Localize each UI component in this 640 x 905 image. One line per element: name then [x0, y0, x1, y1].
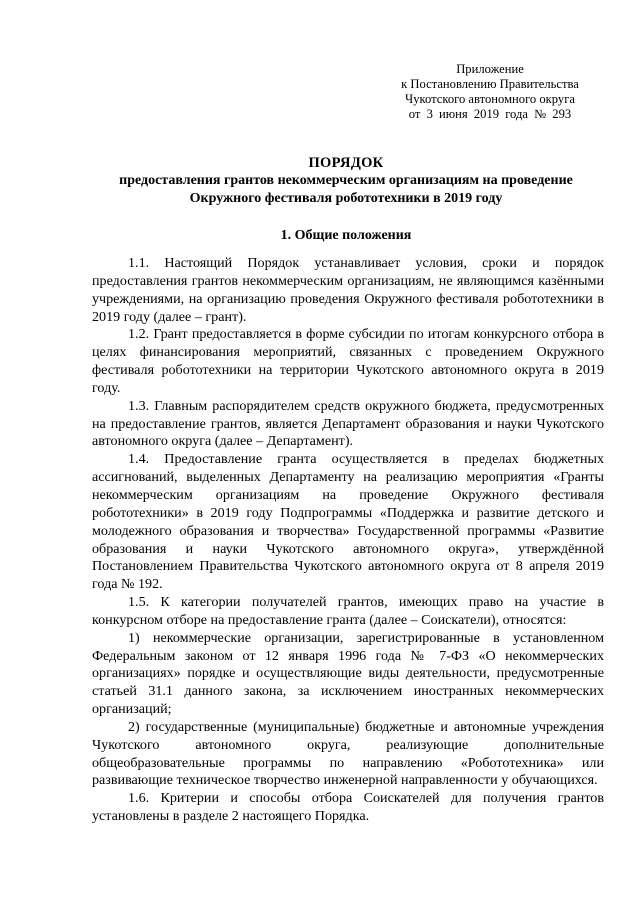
title-main: ПОРЯДОК: [308, 155, 384, 171]
paragraph: 1.4. Предоставление гранта осуществляется в пределах бюджетных ассигнований, выделенных Департаменту на реализацию мероприятия «Гранты некоммерческим организациям на проведение Окружного фестиваля робототехники» в 2019 году Подпрограммы «Поддержка и развитие детского и молодежного образования и творчества» Государственной программы «Развитие образования и науки Чукотского автономного округа», утверждённой Постановлением Правительства Чукотского автономного округа от 8 апреля 2019 года № 192.: [92, 451, 604, 593]
appendix-line: Чукотского автономного округа: [405, 92, 575, 106]
appendix-note: [380, 62, 600, 122]
appendix-line: от 3 июня 2019 года № 293: [408, 107, 572, 121]
paragraph: 1) некоммерческие организации, зарегистрированные в установленном Федеральным законом от 12 января 1996 года № 7-ФЗ «О некоммерческих организациях» порядке и осуществляющие виды деятельности, предусмотренные статьей 31.1 данного закона, за исключением иностранных некоммерческих организаций;: [92, 629, 604, 718]
paragraph: 1.1. Настоящий Порядок устанавливает условия, сроки и порядок предоставления грантов некоммерческим организациям, не являющимся казёнными учреждениями, на организацию проведения Окружного фестиваля робототехники в 2019 году (далее – грант).: [92, 255, 604, 325]
title-subtitle-line: Окружного фестиваля робототехники в 2019 году: [189, 191, 503, 206]
paragraph: 1.2. Грант предоставляется в форме субсидии по итогам конкурсного отбора в целях финансирования мероприятий, связанных с проведением Окружного фестиваля робототехники на территории Чукотского автономного округа в 2019 году.: [92, 326, 604, 396]
section-body: [92, 255, 604, 826]
paragraph: 2) государственные (муниципальные) бюджетные и автономные учреждения Чукотского автономного округа, реализующие дополнительные общеобразовательные программы по направлению «Робототехника» или развивающие техническое творчество инженерной направленности у обучающихся.: [92, 718, 604, 789]
section-heading: 1. Общие положения: [280, 228, 412, 243]
paragraph: 1.5. К категории получателей грантов, имеющих право на участие в конкурсном отборе на предоставление гранта (далее – Соискатели), относятся:: [92, 594, 604, 628]
appendix-line: к Постановлению Правительства: [401, 77, 579, 91]
paragraph: 1.6. Критерии и способы отбора Соискателей для получения грантов установлены в разделе 2 настоящего Порядка.: [92, 790, 604, 825]
appendix-line: Приложение: [456, 62, 524, 76]
paragraph: 1.3. Главным распорядителем средств окружного бюджета, предусмотренных на предоставление грантов, является Департамент образования и науки Чукотского автономного округа (далее – Департамент).: [92, 397, 604, 450]
document-title: [60, 154, 632, 208]
title-subtitle-line: предоставления грантов некоммерческим организациям на проведение: [119, 173, 573, 188]
